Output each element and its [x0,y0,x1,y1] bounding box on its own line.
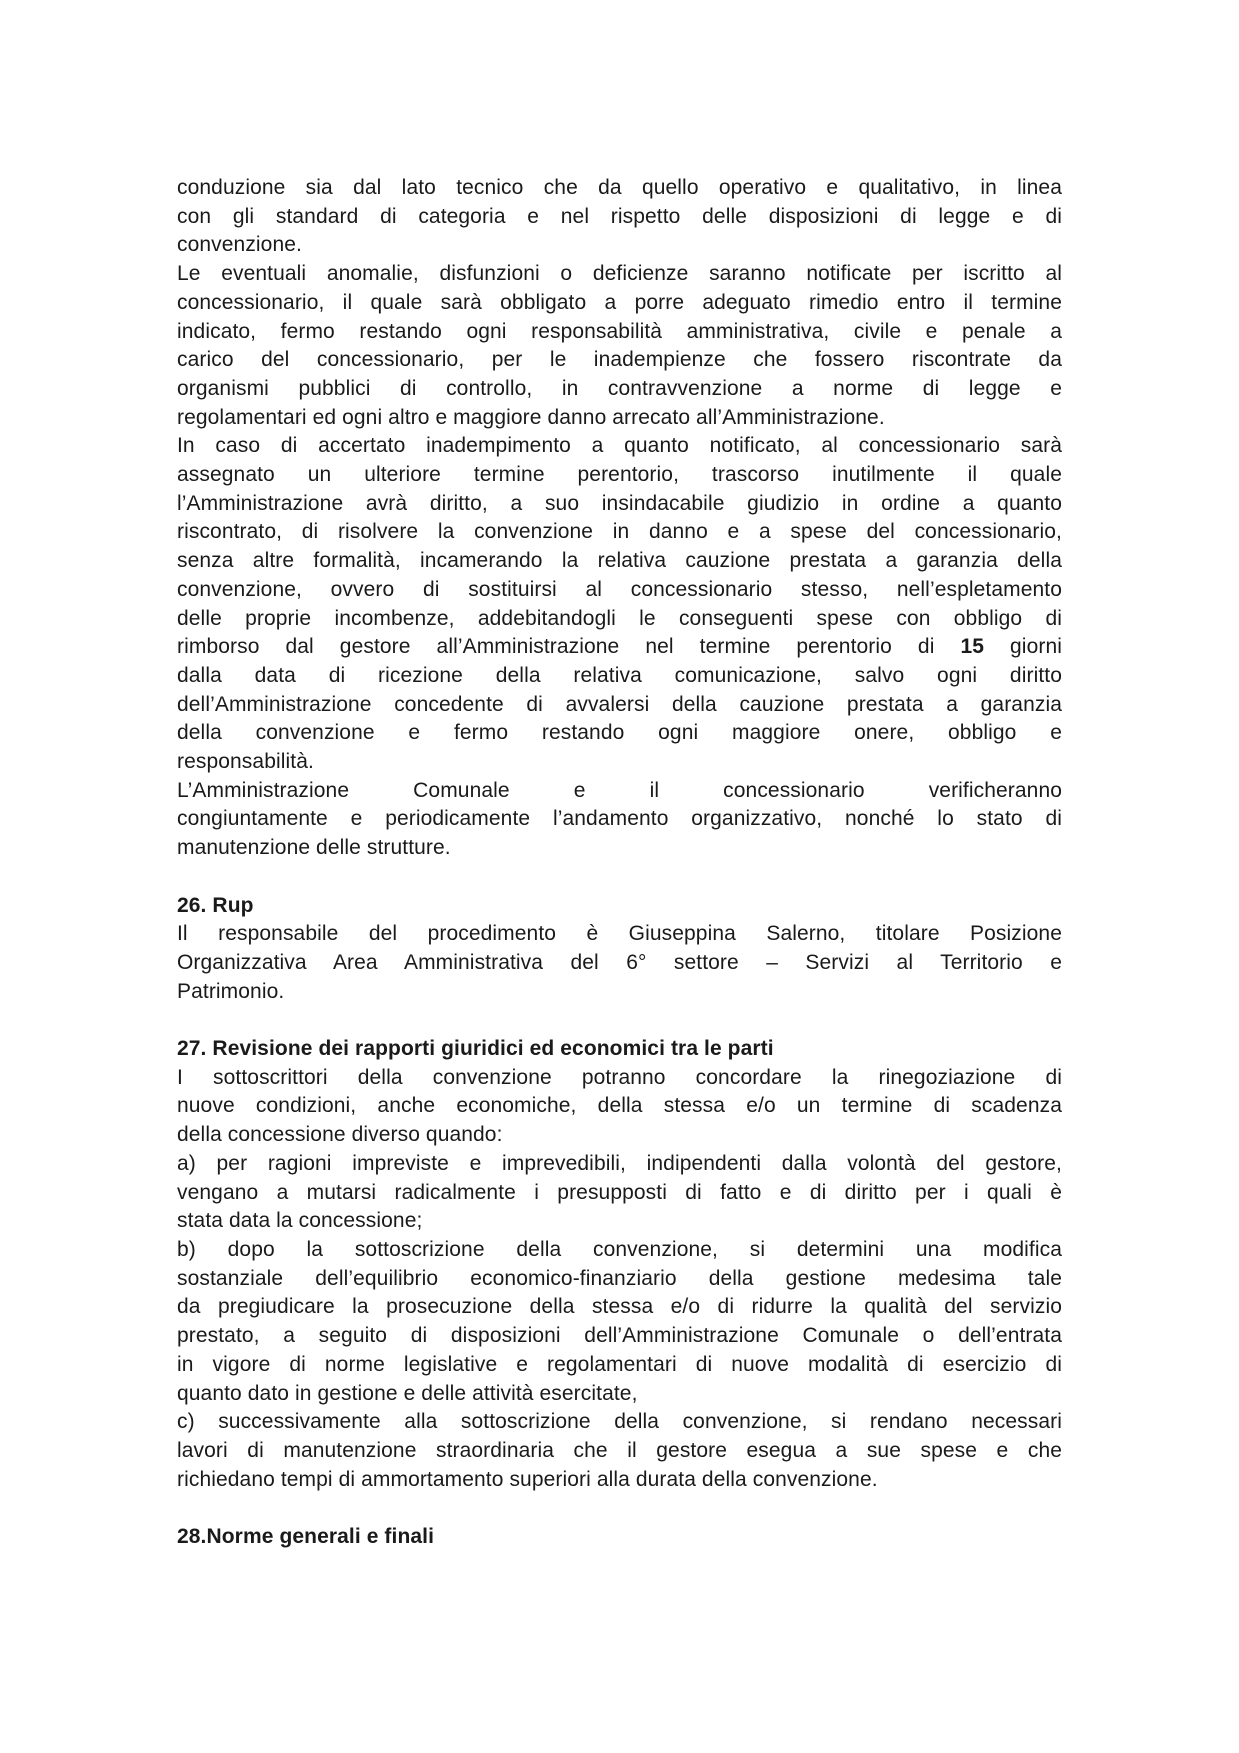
text-line: concessionario, il quale sarà obbligato a porre adeguato rimedio entro il termine [177,290,1062,314]
text-line: regolamentari ed ogni altro e maggiore danno arrecato all’Amministrazione. [177,405,885,429]
text-line: della convenzione e fermo restando ogni maggiore onere, obbligo e [177,721,1062,745]
bold-text-segment: 15 [960,635,985,659]
text-line: l’Amministrazione avrà diritto, a suo insindacabile giudizio in ordine a quanto [177,491,1062,515]
text-line: convenzione. [177,233,302,257]
text-line: indicato, fermo restando ogni responsabilità amministrativa, civile e penale a [177,319,1062,343]
text-line: stata data la concessione; [177,1209,423,1233]
text-line: con gli standard di categoria e nel rispetto delle disposizioni di legge e di [177,204,1062,228]
text-line: prestato, a seguito di disposizioni dell’Amministrazione Comunale o dell’entrata [177,1324,1062,1348]
text-line: manutenzione delle strutture. [177,836,451,860]
paragraph-conduzione [177,174,1062,260]
document-content [177,174,1062,1552]
text-line: senza altre formalità, incamerando la relativa cauzione prestata a garanzia della [177,549,1062,573]
paragraph-anomalie [177,260,1062,432]
text-line: nuove condizioni, anche economiche, della stessa e/o un termine di scadenza [177,1094,1062,1118]
text-line: dell’Amministrazione concedente di avvalersi della cauzione prestata a garanzia [177,692,1062,716]
paragraph-revisione-intro [177,1064,1062,1150]
heading-28-norme: 28.Norme generali e finali [177,1525,435,1548]
paragraph-lettera-a [177,1150,1062,1236]
text-line: da pregiudicare la prosecuzione della stessa e/o di ridurre la qualità del servizio [177,1295,1062,1319]
text-line: Il responsabile del procedimento è Giuseppina Salerno, titolare Posizione [177,922,1062,946]
text-line: b) dopo la sottoscrizione della convenzione, si determini una modifica [177,1237,1062,1261]
text-line: Organizzativa Area Amministrativa del 6° settore – Servizi al Territorio e [177,950,1062,974]
text-line: carico del concessionario, per le inadempienze che fossero riscontrate da [177,348,1062,372]
text-line: assegnato un ulteriore termine perentorio, trascorso inutilmente il quale [177,463,1062,487]
text-line: riscontrato, di risolvere la convenzione in danno e a spese del concessionario, [177,520,1062,544]
text-line: L’Amministrazione Comunale e il concessionario verificheranno [177,778,1062,802]
text-line: responsabilità. [177,750,314,774]
text-segment: giorni [984,635,1062,659]
paragraph-inadempimento [177,432,1062,776]
paragraph-verifica-congiunta [177,777,1062,863]
text-line: c) successivamente alla sottoscrizione della convenzione, si rendano necessari [177,1410,1062,1434]
text-line: quanto dato in gestione e delle attività esercitate, [177,1381,638,1405]
text-line: Patrimonio. [177,979,285,1003]
text-line: sostanziale dell’equilibrio economico-finanziario della gestione medesima tale [177,1266,1062,1290]
text-line: convenzione, ovvero di sostituirsi al concessionario stesso, nell’espletamento [177,577,1062,601]
text-line: Le eventuali anomalie, disfunzioni o deficienze saranno notificate per iscritto al [177,262,1062,286]
text-segment: rimborso dal gestore all’Amministrazione nel termine perentorio di [177,635,961,659]
text-line: I sottoscrittori della convenzione potranno concordare la rinegoziazione di [177,1065,1062,1089]
paragraph-responsabile-procedimento [177,920,1062,1006]
text-line: richiedano tempi di ammortamento superiori alla durata della convenzione. [177,1467,878,1491]
paragraph-lettera-b [177,1236,1062,1408]
text-line: a) per ragioni impreviste e imprevedibili, indipendenti dalla volontà del gestore, [177,1151,1062,1175]
text-line: della concessione diverso quando: [177,1123,503,1147]
heading-26-rup: 26. Rup [177,893,254,917]
text-line: delle proprie incombenze, addebitandogli le conseguenti spese con obbligo di [177,606,1062,630]
text-line: In caso di accertato inadempimento a quanto notificato, al concessionario sarà [177,434,1062,458]
text-line [177,633,1062,662]
text-line: conduzione sia dal lato tecnico che da quello operativo e qualitativo, in linea [177,176,1062,199]
text-line: organismi pubblici di controllo, in contravvenzione a norme di legge e [177,376,1062,400]
text-line: in vigore di norme legislative e regolamentari di nuove modalità di esercizio di [177,1352,1062,1376]
heading-27-revisione: 27. Revisione dei rapporti giuridici ed economici tra le parti [177,1037,774,1061]
text-line: congiuntamente e periodicamente l’andamento organizzativo, nonché lo stato di [177,807,1062,831]
paragraph-lettera-c [177,1408,1062,1494]
text-line: lavori di manutenzione straordinaria che il gestore esegua a sue spese e che [177,1438,1062,1462]
text-line: dalla data di ricezione della relativa comunicazione, salvo ogni diritto [177,663,1062,687]
text-line: vengano a mutarsi radicalmente i presupposti di fatto e di diritto per i quali è [177,1180,1062,1204]
